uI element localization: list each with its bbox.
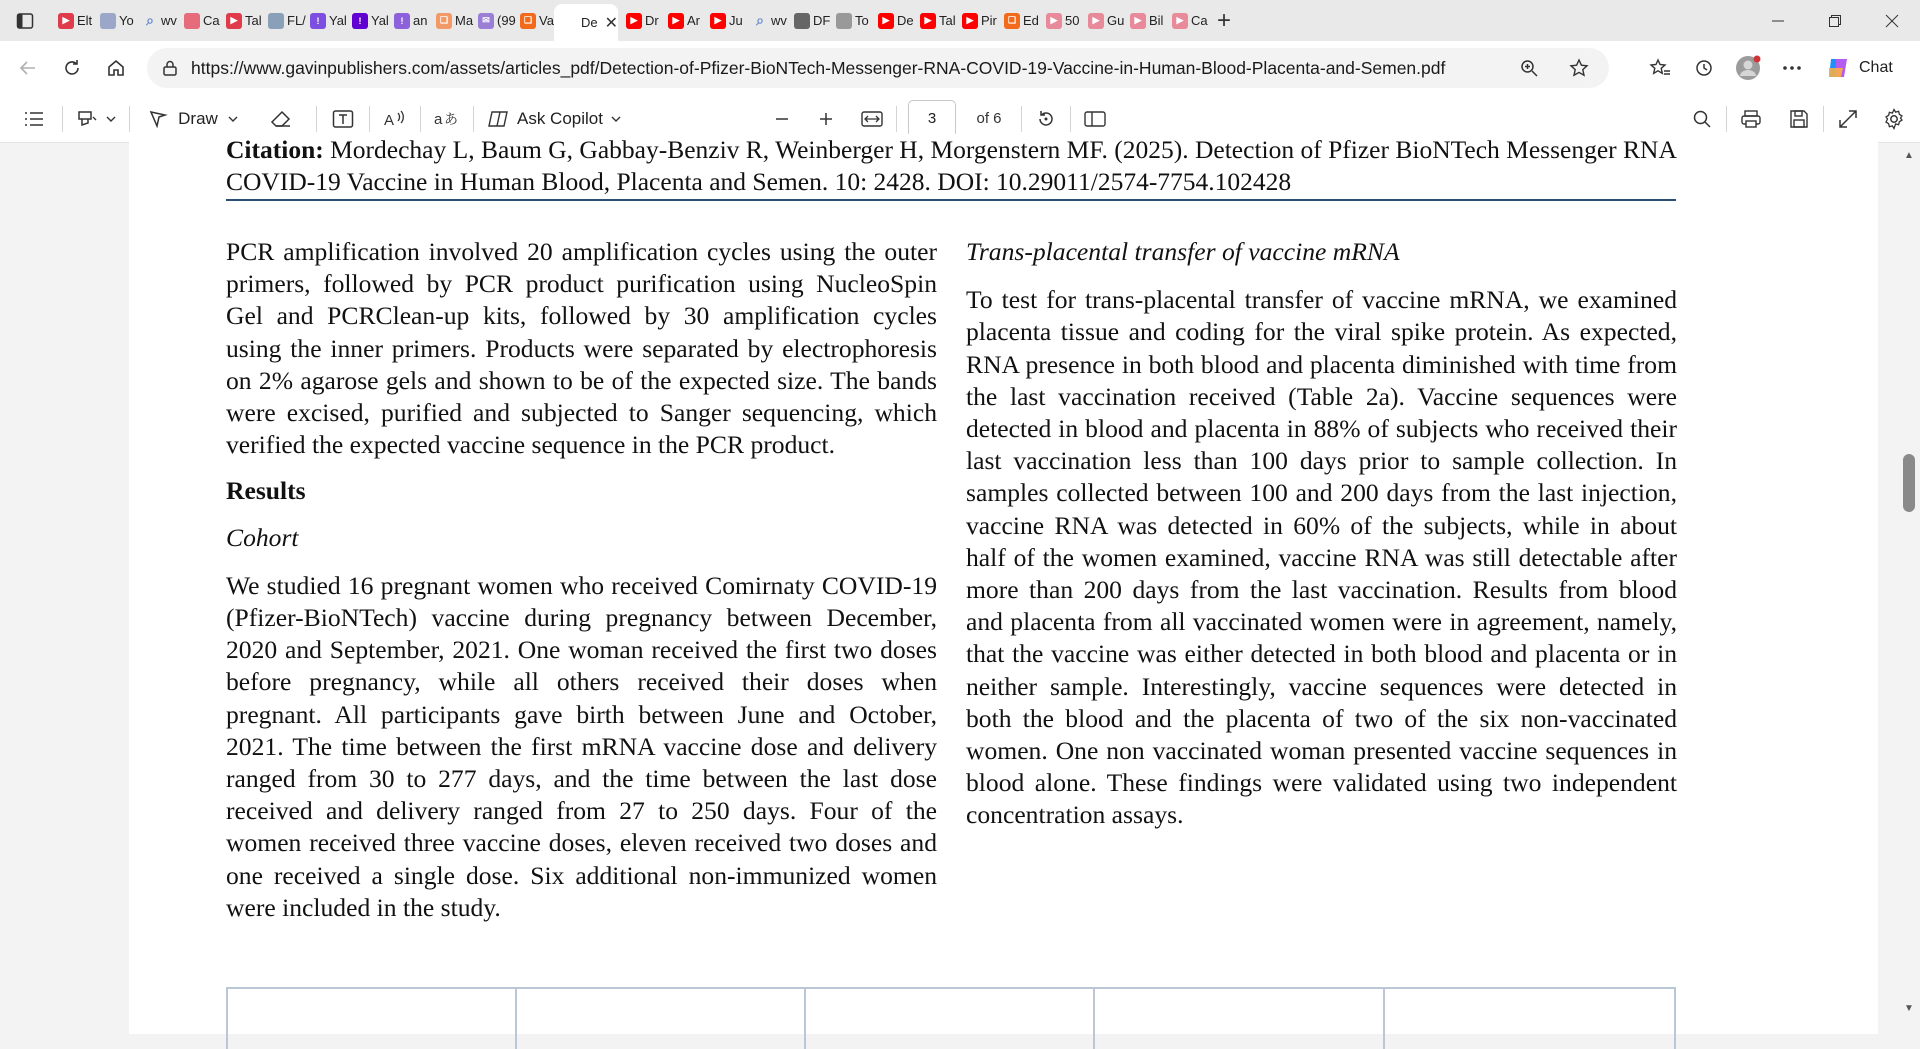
ask-copilot-button[interactable] (474, 99, 634, 139)
refresh-icon (62, 58, 82, 78)
minimize-button[interactable] (1749, 0, 1806, 41)
address-bar-actions (1509, 48, 1599, 88)
favorites-icon (1649, 58, 1671, 78)
tab[interactable] (912, 0, 954, 41)
tab[interactable] (744, 0, 786, 41)
tab-label: Va (539, 13, 554, 28)
list-icon (24, 111, 44, 127)
contents-button[interactable] (6, 99, 62, 139)
tab[interactable] (786, 0, 831, 41)
tab-label: Yo (119, 13, 134, 28)
tab[interactable] (828, 0, 870, 41)
save-button[interactable] (1775, 99, 1823, 139)
toolbar-right (1640, 41, 1812, 95)
page-view-icon (1084, 110, 1106, 128)
more-icon (1782, 65, 1802, 71)
svg-text:a: a (434, 110, 443, 128)
zoom-in-icon (1519, 58, 1539, 78)
translate-icon (434, 109, 460, 129)
zoom-in-button[interactable] (804, 99, 848, 139)
plus-icon (819, 112, 833, 126)
left-column (226, 236, 937, 924)
image-icon (100, 13, 116, 29)
favorites-button[interactable] (1640, 48, 1680, 88)
add-text-button[interactable] (317, 99, 369, 139)
table-column-divider (515, 989, 517, 1049)
close-window-button[interactable] (1863, 0, 1920, 41)
print-button[interactable] (1727, 99, 1775, 139)
pdf-settings-button[interactable] (1872, 99, 1916, 139)
svg-text:あ: あ (444, 111, 458, 128)
draw-label: Draw (178, 108, 218, 128)
back-button[interactable] (6, 48, 50, 88)
tab-label: FL/ (287, 13, 306, 28)
eraser-icon (270, 109, 292, 129)
restore-button[interactable] (1806, 0, 1863, 41)
ar-icon (794, 13, 810, 29)
trans-placental-paragraph: To test for trans-placental transfer of vaccine mRNA, we examined placenta tissue and coding for the viral spike protein. As expected, RNA presence in both blood and placenta diminished with time from the last vaccination received (Table 2a). Vaccine sequences were detected in blood and placenta in 88% of subjects who received their last vaccination less than 100 days prior to sample collection. In samples collected between 100 and 200 days from the last injection, vaccine RNA was detected in 60% of the subjects, while in about half of the women examined, vaccine RNA was still detectable after more than 200 days from the last vaccination. Results from blood and placenta from all vaccinated women were in agreement, namely, that the vaccine was either detected in both blood and placenta or in neither sample. Interestingly, vaccine sequences were detected in both the blood and the placenta of two of the six non-vaccinated women. One non vaccinated woman presented vaccine sequences in blood alone. These findings were validated using two independent concentration assays. (966, 285, 1677, 830)
youtube-icon: ▶ (878, 13, 894, 29)
draw-button[interactable] (130, 99, 256, 139)
highlight-button[interactable] (63, 99, 129, 139)
inx-icon (836, 13, 852, 29)
save-icon (1789, 109, 1809, 129)
find-button[interactable] (1678, 99, 1726, 139)
tab[interactable] (512, 0, 554, 41)
tab[interactable] (1080, 0, 1125, 41)
tab[interactable] (302, 0, 347, 41)
home-icon (106, 58, 126, 78)
text-box-icon (332, 109, 354, 129)
tab-label: wv (771, 13, 787, 28)
erase-button[interactable] (256, 99, 306, 139)
citation-label: Citation: (226, 135, 324, 164)
tab-label: To (855, 13, 869, 28)
tab[interactable] (1164, 0, 1206, 41)
scroll-down-arrow-icon[interactable]: ▼ (1904, 1003, 1914, 1014)
tab-list (50, 0, 1206, 41)
bookmark-icon: ❑ (520, 13, 536, 29)
tab[interactable] (134, 0, 176, 41)
close-icon (1886, 15, 1898, 27)
tab-actions-icon (16, 12, 34, 30)
bookmark-icon: ❑ (436, 13, 452, 29)
profile-button[interactable] (1728, 48, 1768, 88)
tab-label: Ca (203, 13, 220, 28)
copilot-icon (1825, 55, 1851, 81)
chevron-down-icon (228, 115, 238, 123)
tab[interactable] (954, 0, 996, 41)
search-icon (1692, 109, 1712, 129)
tab[interactable] (1122, 0, 1164, 41)
right-column (966, 236, 1677, 832)
citation (226, 134, 1676, 198)
mail-icon: ✉ (478, 13, 494, 29)
tab-label: Dr (645, 13, 659, 28)
tab-label: Ar (687, 13, 700, 28)
cohort-subheading: Cohort (226, 522, 299, 552)
history-button[interactable] (1684, 48, 1724, 88)
ask-copilot-label: Ask Copilot (517, 108, 603, 128)
tab-label: an (413, 13, 428, 28)
open-in-window-button[interactable] (1824, 99, 1872, 139)
header-divider (226, 199, 1676, 201)
methods-paragraph: PCR amplification involved 20 amplification cycles using the outer primers, followed by PCR product purification using NucleoSpin Gel and PCRClean-up kits, followed by 30 amplification cycles using the inner primers. Products were separated by electrophoresis on 2% agarose gels and shown to be of the expected size. The bands were excised, purified and subjected to Sanger sequencing, which verified the expected vaccine sequence in the PCR product. (226, 237, 937, 460)
tab-label: Yal (329, 13, 347, 28)
copilot-chat-button[interactable] (1825, 49, 1913, 87)
pinwheel-icon (184, 13, 200, 29)
tab-label: DF (813, 13, 831, 28)
youtube-icon: ▶ (1088, 13, 1104, 29)
youtube-icon: ▶ (1172, 13, 1188, 29)
favorite-button[interactable] (1559, 48, 1599, 88)
close-tab-icon[interactable]: ✕ (604, 14, 619, 32)
fit-to-width-button[interactable] (848, 99, 896, 139)
bookmark-icon: ❑ (1004, 13, 1020, 29)
site-info-icon[interactable] (161, 59, 179, 77)
tab-label: De (581, 15, 598, 30)
table-column-divider (1383, 989, 1385, 1049)
home-button[interactable] (94, 48, 138, 88)
tab[interactable] (344, 0, 389, 41)
tab[interactable] (260, 0, 306, 41)
page-view-button[interactable] (1071, 99, 1119, 139)
zoom-button[interactable] (1509, 48, 1549, 88)
avatar-icon (1735, 55, 1761, 81)
tab[interactable] (870, 0, 912, 41)
rotate-icon (1036, 109, 1056, 129)
rotate-button[interactable] (1022, 99, 1070, 139)
svg-text:A: A (384, 111, 395, 129)
pdf-page (129, 134, 1878, 1034)
results-heading: Results (226, 476, 306, 506)
page-number-control (897, 99, 967, 139)
table-column-divider (804, 989, 806, 1049)
youtube-icon: ▶ (668, 13, 684, 29)
fit-width-icon (861, 111, 883, 127)
yahoo-icon: ! (310, 13, 326, 29)
youtube-icon: ▶ (710, 13, 726, 29)
tab-label: Ju (729, 13, 743, 28)
tab-label: Ed (1023, 13, 1039, 28)
yahoo-icon: ! (394, 13, 410, 29)
vertical-scrollbar[interactable] (1898, 144, 1920, 1020)
tab[interactable] (92, 0, 134, 41)
tab-label: Bil (1149, 13, 1164, 28)
tab-strip (0, 0, 1920, 41)
settings-more-button[interactable] (1772, 48, 1812, 88)
youtube-icon: ▶ (1046, 13, 1062, 29)
minimize-icon (1772, 15, 1784, 27)
expand-icon (1838, 109, 1858, 129)
tab[interactable] (996, 0, 1038, 41)
restore-icon (1829, 15, 1841, 27)
pdf-icon (562, 15, 578, 31)
tab-label: Gu (1107, 13, 1125, 28)
url-text[interactable]: https://www.gavinpublishers.com/assets/articles_pdf/Detection-of-Pfizer-BioNTech-Messenger-RNA-COVID-19-Vaccine-in-Human-Blood-Placenta-and-Semen.pdf (191, 57, 1446, 78)
tab-label: (99 (497, 13, 516, 28)
trans-placental-subheading: Trans-placental transfer of vaccine mRNA (966, 237, 1400, 266)
draw-pen-icon (148, 109, 168, 129)
table-column-divider (1093, 989, 1095, 1049)
search-icon: ⌕ (146, 12, 154, 28)
tab-label: Yal (371, 13, 389, 28)
highlighter-icon (76, 109, 98, 129)
gear-icon (1883, 108, 1905, 130)
read-aloud-icon (383, 109, 407, 129)
search-icon: ⌕ (756, 12, 764, 28)
new-tab-button[interactable]: + (1216, 6, 1231, 34)
chevron-down-icon (106, 115, 116, 123)
citation-text: Mordechay L, Baum G, Gabbay-Benziv R, Weinberger H, Morgenstern MF. (2025). Detection of Pfizer BioNTech Messenger RNA COVID-19 Vaccine in Human Blood, Placenta and Semen. 10: 2428. DOI: 10.29011/2574-7754.102428 (226, 135, 1676, 196)
translate-button[interactable] (421, 99, 473, 139)
pdf-viewport[interactable] (0, 135, 1920, 1020)
tab-label: 50 (1065, 13, 1080, 28)
tab-label: Pir (981, 13, 997, 28)
zoom-out-button[interactable] (760, 99, 804, 139)
minus-icon (775, 112, 789, 126)
table-column-divider (226, 989, 228, 1049)
table-header-edge (226, 987, 1676, 1047)
youtube-icon: ▶ (626, 13, 642, 29)
cohort-paragraph: We studied 16 pregnant women who received Comirnaty COVID-19 (Pfizer-BioNTech) vaccine during pregnancy between December, 2020 and September, 2021. One woman received the first two doses before pregnancy, while all others received their doses when pregnant. All participants gave birth between June and October, 2021. The time between the first mRNA vaccine dose and delivery ranged from 30 to 277 days, and the time between the last dose received and delivery ranged from 27 to 250 days. Four of the women received three vaccine doses, eleven received two doses and one received a single dose. Six additional non-immunized women were included in the study. (226, 570, 937, 922)
copilot-outline-icon (487, 109, 509, 129)
refresh-button[interactable] (50, 48, 94, 88)
tab-label: Ma (455, 13, 474, 28)
yahoo-icon: ! (352, 13, 368, 29)
star-icon (1569, 58, 1589, 78)
tab-label: De (897, 13, 914, 28)
youtube-icon: ▶ (962, 13, 978, 29)
tab-actions-button[interactable] (0, 0, 50, 41)
tab[interactable] (470, 0, 516, 41)
page-count-label: of 6 (976, 110, 1002, 127)
read-aloud-button[interactable] (370, 99, 420, 139)
tab-label: Elt (77, 13, 93, 28)
tab[interactable] (660, 0, 702, 41)
youtube-icon: ▶ (920, 13, 936, 29)
tab-active[interactable] (554, 4, 618, 41)
gp-icon (268, 13, 284, 29)
page-number-input[interactable]: 3 (908, 100, 956, 138)
history-icon (1694, 58, 1714, 78)
table-column-divider (1674, 989, 1676, 1049)
tab[interactable] (428, 0, 474, 41)
print-icon (1740, 109, 1762, 129)
address-bar[interactable] (147, 48, 1609, 88)
youtube-icon: ▶ (226, 13, 242, 29)
tab[interactable] (702, 0, 744, 41)
scroll-up-arrow-icon[interactable]: ▲ (1904, 150, 1914, 161)
youtube-icon: ▶ (58, 13, 74, 29)
tab[interactable] (386, 0, 428, 41)
tab-label: Tal (939, 13, 956, 28)
back-arrow-icon (18, 58, 38, 78)
tab-label: Tal (245, 13, 262, 28)
tab-label: Ca (1191, 13, 1208, 28)
window-controls (1749, 0, 1920, 41)
scrollbar-thumb[interactable] (1903, 454, 1915, 512)
navigation-bar (0, 41, 1920, 95)
youtube-icon: ▶ (1130, 13, 1146, 29)
tab[interactable] (176, 0, 218, 41)
tab[interactable] (1038, 0, 1080, 41)
tab[interactable] (618, 0, 660, 41)
chevron-down-icon (611, 115, 621, 123)
copilot-chat-label: Chat (1859, 59, 1893, 76)
tab[interactable] (218, 0, 260, 41)
tab[interactable] (50, 0, 92, 41)
tab-label: wv (161, 13, 177, 28)
